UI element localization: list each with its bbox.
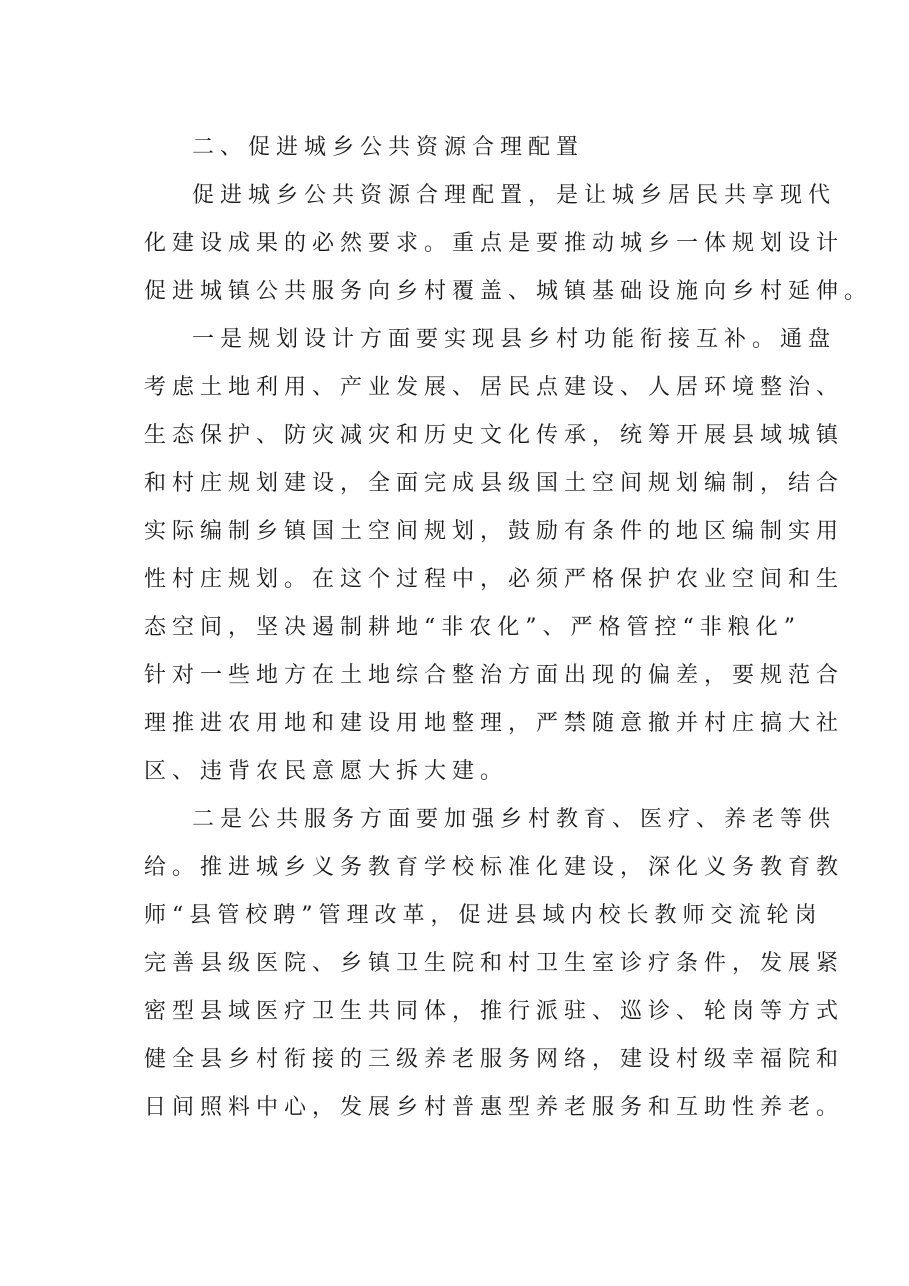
text-line: 考虑土地利用、产业发展、居民点建设、人居环境整治、 — [144, 375, 845, 400]
text-line: 和村庄规划建设，全面完成县级国土空间规划编制，结合 — [144, 471, 845, 496]
heading-text: 二、促进城乡公共资源合理配置 — [192, 135, 585, 160]
text-line: 化建设成果的必然要求。重点是要推动城乡一体规划设计 — [144, 231, 845, 256]
text-line: 区、违背农民意愿大拆大建。 — [144, 759, 509, 784]
text-line: 完善县级医院、乡镇卫生院和村卫生室诊疗条件，发展紧 — [144, 951, 845, 976]
text-line: 给。推进城乡义务教育学校标准化建设，深化义务教育教 — [144, 855, 845, 880]
text-line: 实际编制乡镇国土空间规划，鼓励有条件的地区编制实用 — [144, 519, 845, 544]
text-line: 促进城乡公共资源合理配置，是让城乡居民共享现代 — [192, 183, 837, 208]
text-line: 态空间，坚决遏制耕地“非农化”、严格管控“非粮化” — [144, 615, 801, 640]
text-line: 促进城镇公共服务向乡村覆盖、城镇基础设施向乡村延伸。 — [144, 279, 873, 304]
text-line: 日间照料中心，发展乡村普惠型养老服务和互助性养老。 — [144, 1095, 845, 1120]
text-line: 性村庄规划。在这个过程中，必须严格保护农业空间和生 — [144, 567, 845, 592]
text-line: 一是规划设计方面要实现县乡村功能衔接互补。通盘 — [192, 327, 837, 352]
text-line: 健全县乡村衔接的三级养老服务网络，建设村级幸福院和 — [144, 1047, 845, 1072]
text-line: 理推进农用地和建设用地整理，严禁随意撤并村庄搞大社 — [144, 711, 845, 736]
text-line: 生态保护、防灾减灾和历史文化传承，统筹开展县域城镇 — [144, 423, 845, 448]
text-line: 二是公共服务方面要加强乡村教育、医疗、养老等供 — [192, 807, 837, 832]
text-line: 密型县域医疗卫生共同体，推行派驻、巡诊、轮岗等方式 — [144, 999, 845, 1024]
text-line: 师“县管校聘”管理改革，促进县域内校长教师交流轮岗 — [144, 903, 823, 928]
text-line: 针对一些地方在土地综合整治方面出现的偏差，要规范合 — [144, 663, 845, 688]
